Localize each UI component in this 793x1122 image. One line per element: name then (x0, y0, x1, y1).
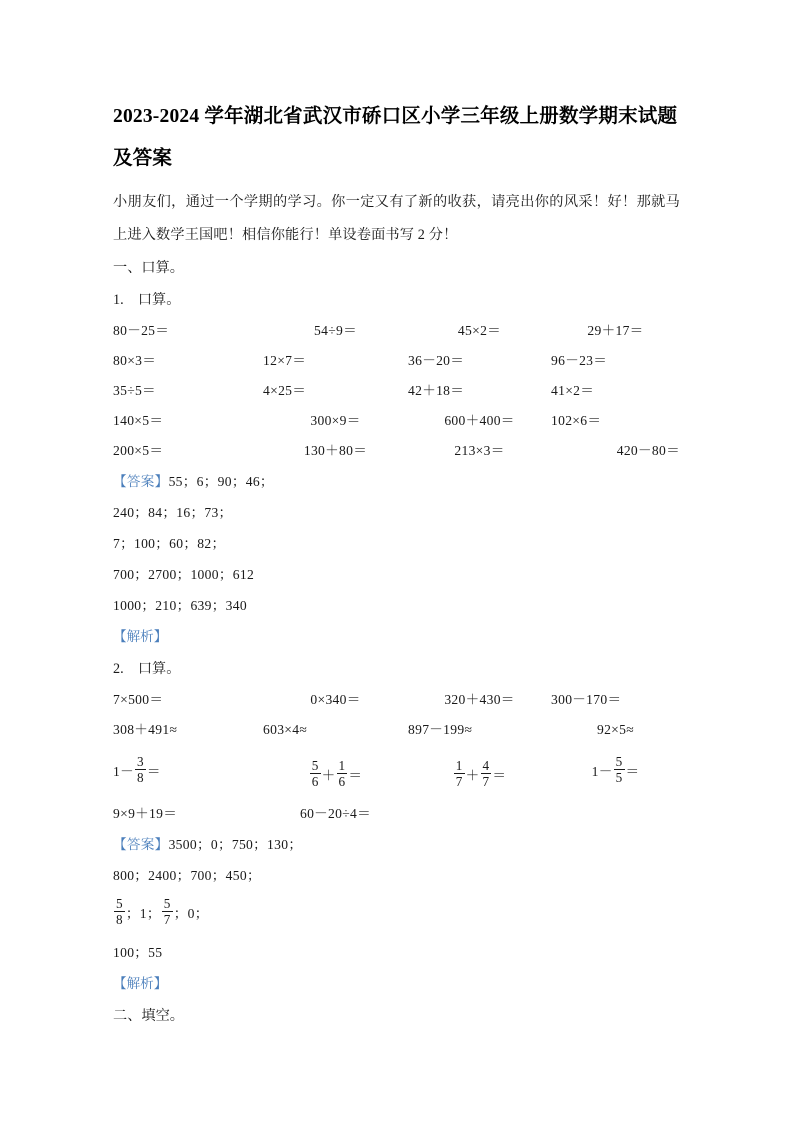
question-1-number: 1. (113, 292, 124, 308)
question-2-row-2 (113, 715, 680, 745)
fraction (114, 896, 125, 927)
fraction-expression (309, 753, 363, 799)
expression-text: 1－ (591, 763, 613, 779)
answer-tag: 【答案】 (113, 474, 169, 489)
question-1-prompt: 口算。 (137, 292, 181, 308)
question-2-answer-tail: 100；55 (113, 944, 163, 960)
calc-item: 41×2＝ (551, 383, 595, 398)
fraction-numerator: 1 (455, 757, 463, 773)
fraction-numerator: 5 (311, 757, 319, 773)
question-1-row-1 (113, 316, 680, 346)
calc-item: 36－20＝ (408, 353, 465, 368)
question-1-answer-line-1 (113, 466, 680, 497)
question-2-row-1 (113, 685, 680, 715)
fraction-expression (113, 891, 209, 937)
calc-item: 7×500＝ (113, 692, 164, 707)
calc-item: 96－23＝ (551, 353, 608, 368)
fraction-numerator: 5 (163, 895, 171, 911)
fraction (310, 758, 321, 789)
question-2-number: 2. (113, 661, 124, 677)
question-2-analysis-tag: 【解析】 (113, 975, 168, 991)
question-1-row-4 (113, 406, 680, 436)
calc-item: 600＋400＝ (444, 413, 515, 428)
question-1-row-3 (113, 376, 680, 406)
calc-item: 45×2＝ (457, 323, 502, 338)
calc-item: 102×6＝ (551, 413, 602, 428)
calc-item: 42＋18＝ (408, 383, 465, 398)
answer-tag: 【答案】 (113, 836, 169, 852)
answer-text: 3500；0；750；130； (168, 836, 303, 852)
calc-item: 29＋17＝ (587, 323, 644, 338)
calc-item: 0×340＝ (310, 692, 361, 707)
page-title: 2023-2024 学年湖北省武汉市硚口区小学三年级上册数学期末试题及答案 (113, 106, 678, 169)
question-1-row-5 (113, 436, 680, 466)
question-2-answer-line-2: 800；2400；700；450； (113, 867, 261, 883)
question-2-answer-fraction-line (113, 891, 680, 937)
section-heading-1: 一、口算。 (113, 260, 184, 276)
fraction (162, 896, 173, 927)
expression-text: ＝ (146, 763, 161, 779)
fraction-denominator: 8 (116, 911, 123, 927)
calc-item: 420－80＝ (616, 443, 680, 458)
calc-item: 35÷5＝ (113, 383, 156, 398)
expression-text: ＋ (465, 767, 480, 783)
fraction-numerator: 5 (615, 754, 623, 770)
question-1-row-2 (113, 346, 680, 376)
calc-item: 4×25＝ (263, 383, 307, 398)
calc-item: 60－20÷4＝ (299, 805, 372, 821)
fraction-denominator: 5 (615, 770, 623, 786)
calc-item: 9×9＋19＝ (113, 805, 178, 821)
calc-item: 320＋430＝ (444, 692, 515, 707)
fraction-numerator: 3 (137, 754, 144, 770)
expression-text: ＝ (492, 767, 507, 783)
expression-text: ＝ (625, 763, 640, 779)
question-1-answer-line-2: 240；84；16；73； (113, 505, 233, 520)
question-1-heading (113, 284, 680, 316)
calc-item: 80－25＝ (113, 323, 170, 338)
question-2-row-last (113, 799, 680, 829)
fraction-expression (592, 749, 640, 795)
calc-item: 213×3＝ (454, 443, 505, 458)
calc-item: 80×3＝ (113, 353, 157, 368)
fraction-denominator: 7 (455, 773, 463, 789)
calc-item: 140×5＝ (113, 413, 164, 428)
expression-text: ；1； (125, 905, 161, 921)
question-1-answer-line-5: 1000；210；639；340 (113, 598, 247, 613)
calc-item: 130＋80＝ (303, 443, 368, 458)
calc-item: 300×9＝ (310, 413, 361, 428)
expression-text: ；0； (173, 905, 209, 921)
fraction (337, 758, 348, 789)
calc-item: 12×7＝ (263, 353, 307, 368)
question-2-prompt: 口算。 (137, 661, 181, 677)
section-heading-2: 二、填空。 (113, 1007, 184, 1024)
expression-text: ＝ (348, 767, 363, 783)
fraction (135, 754, 146, 785)
calc-item: 200×5＝ (113, 443, 164, 458)
fraction-denominator: 6 (338, 773, 346, 789)
calc-item: 308＋491≈ (113, 722, 178, 737)
fraction-denominator: 6 (311, 773, 319, 789)
fraction-numerator: 1 (338, 757, 346, 773)
fraction-expression (453, 753, 507, 799)
question-1-answer-line-4: 700；2700；1000；612 (113, 567, 255, 582)
calc-item: 300－170＝ (551, 692, 622, 707)
fraction-denominator: 7 (163, 911, 171, 927)
expression-text: 1－ (113, 763, 134, 779)
question-1-answer-line-3: 7；100；60；82； (113, 536, 226, 551)
calc-item: 54÷9＝ (314, 323, 357, 338)
intro-paragraph: 小朋友们，通过一个学期的学习。你一定又有了新的收获，请亮出你的风采！好！那就马上进入数学王国吧！相信你能行！单设卷面书写 2 分！ (113, 194, 680, 243)
fraction-expression (113, 749, 161, 795)
fraction (481, 758, 492, 789)
calc-item: 897－199≈ (408, 722, 473, 737)
fraction-denominator: 8 (137, 770, 144, 786)
fraction (614, 754, 625, 785)
expression-text: ＋ (321, 767, 336, 783)
fraction-numerator: 4 (482, 757, 490, 773)
fraction-denominator: 7 (482, 773, 490, 789)
question-2-fraction-row (113, 745, 680, 799)
question-2-answer-line-1 (113, 829, 680, 860)
question-1-analysis-tag: 【解析】 (113, 629, 168, 644)
question-2-heading (113, 653, 680, 685)
answer-text: 55；6；90；46； (168, 474, 274, 489)
calc-item: 92×5≈ (596, 722, 635, 737)
calc-item: 603×4≈ (263, 722, 308, 737)
fraction-numerator: 5 (116, 895, 123, 911)
fraction (454, 758, 465, 789)
